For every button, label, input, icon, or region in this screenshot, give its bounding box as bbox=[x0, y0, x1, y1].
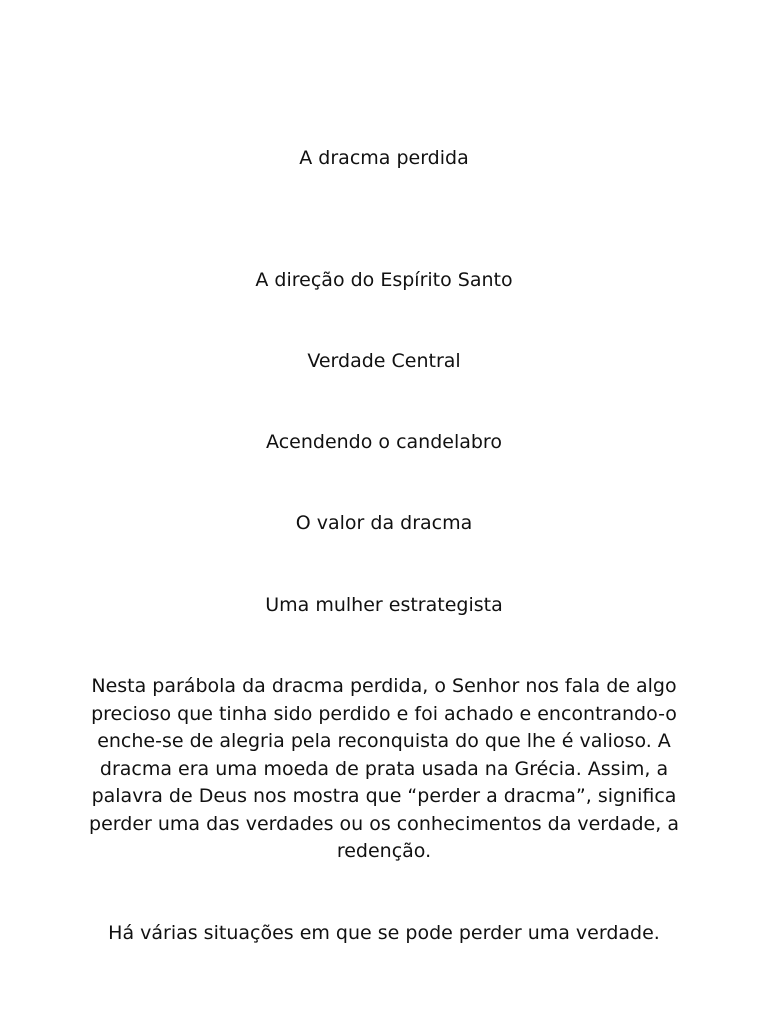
paragraph-line: perder uma das verdades ou os conhecimentos da verdade, a bbox=[89, 812, 679, 835]
paragraph-line: precioso que tinha sido perdido e foi achado e encontrando-o bbox=[91, 702, 677, 725]
heading-valor-dracma: O valor da dracma bbox=[295, 512, 473, 534]
paragraph-line: enche-se de alegria pela reconquista do que lhe é valioso. A bbox=[97, 730, 671, 752]
document-title: A dracma perdida bbox=[299, 147, 469, 169]
heading-mulher-estrategista: Uma mulher estrategista bbox=[265, 594, 503, 616]
paragraph-line: dracma era uma moeda de prata usada na Grécia. Assim, a bbox=[99, 757, 669, 780]
paragraph-line: redenção. bbox=[336, 840, 432, 862]
heading-verdade-central: Verdade Central bbox=[307, 350, 461, 372]
heading-candelabro: Acendendo o candelabro bbox=[266, 431, 502, 453]
heading-espirito-santo: A direção do Espírito Santo bbox=[255, 269, 513, 291]
body-paragraph bbox=[66, 673, 702, 866]
closing-line: Há várias situações em que se pode perder uma verdade. bbox=[108, 922, 660, 944]
paragraph-line: palavra de Deus nos mostra que “perder a dracma”, significa bbox=[91, 785, 677, 807]
paragraph-line: Nesta parábola da dracma perdida, o Senhor nos fala de algo bbox=[91, 675, 677, 697]
